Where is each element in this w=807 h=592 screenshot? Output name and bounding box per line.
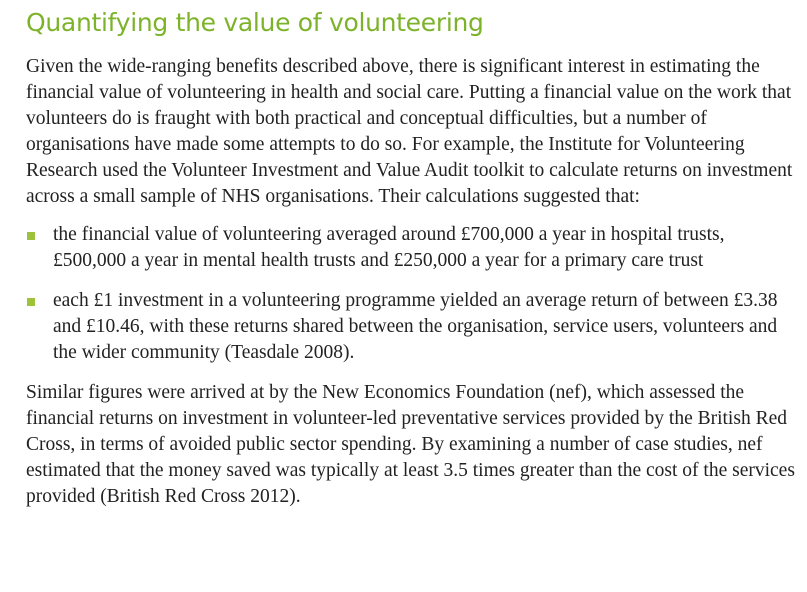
- bullet-text: each £1 investment in a volunteering programme yielded an average return of between £3.38 and £10.46, with these returns shared between the organisation, service users, volunteers and the wider community (Teasdale 2008).: [53, 290, 778, 363]
- closing-paragraph: Similar figures were arrived at by the New Economics Foundation (nef), which assessed the financial returns on investment in volunteer-led preventative services provided by the British Red Cross, in terms of avoided public sector spending. By examining a number of case studies, nef estimated that the money saved was typically at least 3.5 times greater than the cost of the services provided (British Red Cross 2012).: [26, 382, 795, 507]
- bullet-list: [26, 222, 796, 366]
- bullet-text: the financial value of volunteering averaged around £700,000 a year in hospital trusts, £500,000 a year in mental health trusts and £250,000 a year for a primary care trust: [53, 224, 725, 271]
- section-title: Quantifying the value of volunteering: [26, 8, 484, 37]
- intro-paragraph: Given the wide-ranging benefits described above, there is significant interest in estimating the financial value of volunteering in health and social care. Putting a financial value on the work that volunteers do is fraught with both practical and conceptual difficulties, but a number of organisations have made some attempts to do so. For example, the Institute for Volunteering Research used the Volunteer Investment and Value Audit toolkit to calculate returns on investment across a small sample of NHS organisations. Their calculations suggested that:: [26, 56, 793, 207]
- bullet-item: [26, 222, 796, 274]
- bullet-item: [26, 288, 796, 366]
- document-section: [26, 6, 796, 510]
- square-bullet-icon: [27, 298, 35, 306]
- square-bullet-icon: [27, 232, 35, 240]
